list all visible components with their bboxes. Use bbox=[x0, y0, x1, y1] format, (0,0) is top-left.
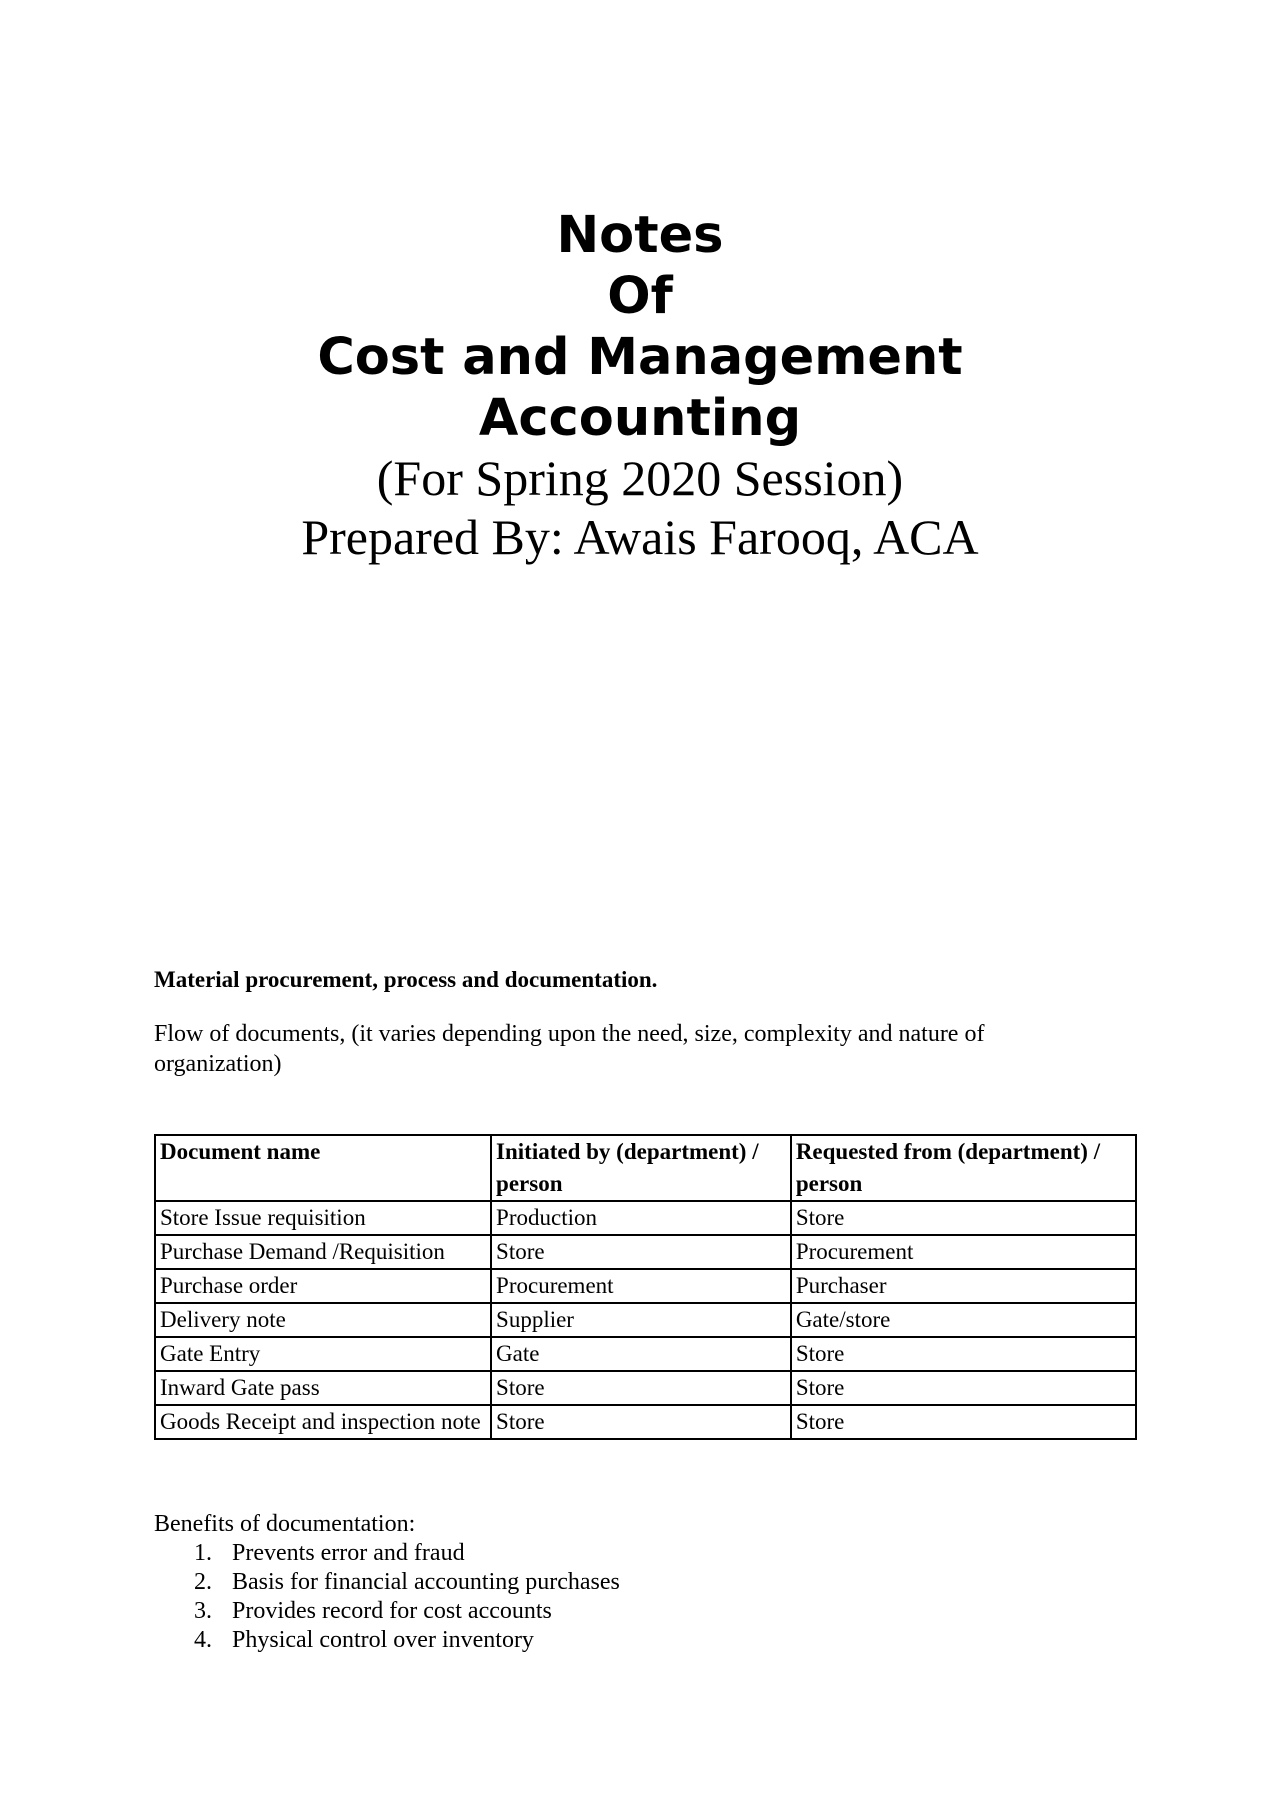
cell-initiated-by: Supplier bbox=[491, 1303, 791, 1337]
title-notes: Notes bbox=[556, 206, 724, 265]
list-text: Physical control over inventory bbox=[232, 1627, 534, 1653]
section-heading: Material procurement, process and documentation. bbox=[154, 967, 658, 992]
cell-document: Delivery note bbox=[155, 1303, 491, 1337]
list-number: 4. bbox=[194, 1627, 212, 1653]
list-item bbox=[154, 1597, 620, 1626]
benefits-section bbox=[154, 1510, 620, 1655]
document-title-block bbox=[0, 205, 1280, 567]
cell-requested-from: Store bbox=[791, 1201, 1136, 1235]
list-text: Provides record for cost accounts bbox=[232, 1598, 552, 1624]
cell-document: Purchase order bbox=[155, 1269, 491, 1303]
table-row bbox=[155, 1337, 1136, 1371]
table-row bbox=[155, 1201, 1136, 1235]
table-row bbox=[155, 1371, 1136, 1405]
cell-requested-from: Store bbox=[791, 1371, 1136, 1405]
cell-document: Purchase Demand /Requisition bbox=[155, 1235, 491, 1269]
intro-paragraph: Flow of documents, (it varies depending upon the need, size, complexity and nature of organization) bbox=[154, 1021, 985, 1077]
author-line: Prepared By: Awais Farooq, ACA bbox=[301, 509, 979, 565]
header-initiated-by: Initiated by (department) / person bbox=[491, 1135, 791, 1201]
document-flow-table bbox=[154, 1134, 1137, 1440]
cell-initiated-by: Production bbox=[491, 1201, 791, 1235]
cell-requested-from: Purchaser bbox=[791, 1269, 1136, 1303]
title-of: Of bbox=[607, 267, 673, 326]
table-row bbox=[155, 1405, 1136, 1439]
benefits-title: Benefits of documentation: bbox=[154, 1511, 416, 1537]
cell-initiated-by: Store bbox=[491, 1371, 791, 1405]
table-row bbox=[155, 1269, 1136, 1303]
cell-initiated-by: Procurement bbox=[491, 1269, 791, 1303]
cell-document: Goods Receipt and inspection note bbox=[155, 1405, 491, 1439]
list-number: 2. bbox=[194, 1569, 212, 1595]
cell-document: Gate Entry bbox=[155, 1337, 491, 1371]
list-text: Prevents error and fraud bbox=[232, 1540, 465, 1566]
list-item bbox=[154, 1539, 620, 1568]
list-text: Basis for financial accounting purchases bbox=[232, 1569, 620, 1595]
title-subject: Cost and Management bbox=[317, 328, 963, 387]
table-header-row bbox=[155, 1135, 1136, 1201]
cell-requested-from: Procurement bbox=[791, 1235, 1136, 1269]
benefits-list bbox=[154, 1539, 620, 1655]
cell-document: Inward Gate pass bbox=[155, 1371, 491, 1405]
header-document-name: Document name bbox=[155, 1135, 491, 1201]
list-number: 1. bbox=[194, 1540, 212, 1566]
cell-initiated-by: Store bbox=[491, 1405, 791, 1439]
list-number: 3. bbox=[194, 1598, 212, 1624]
cell-requested-from: Store bbox=[791, 1405, 1136, 1439]
list-item bbox=[154, 1626, 620, 1655]
header-requested-from: Requested from (department) / person bbox=[791, 1135, 1136, 1201]
cell-requested-from: Gate/store bbox=[791, 1303, 1136, 1337]
list-item bbox=[154, 1568, 620, 1597]
cell-requested-from: Store bbox=[791, 1337, 1136, 1371]
cell-initiated-by: Store bbox=[491, 1235, 791, 1269]
table-row bbox=[155, 1235, 1136, 1269]
title-subject-cont: Accounting bbox=[478, 389, 802, 448]
table-row bbox=[155, 1303, 1136, 1337]
session-label: (For Spring 2020 Session) bbox=[376, 450, 904, 506]
cell-document: Store Issue requisition bbox=[155, 1201, 491, 1235]
cell-initiated-by: Gate bbox=[491, 1337, 791, 1371]
